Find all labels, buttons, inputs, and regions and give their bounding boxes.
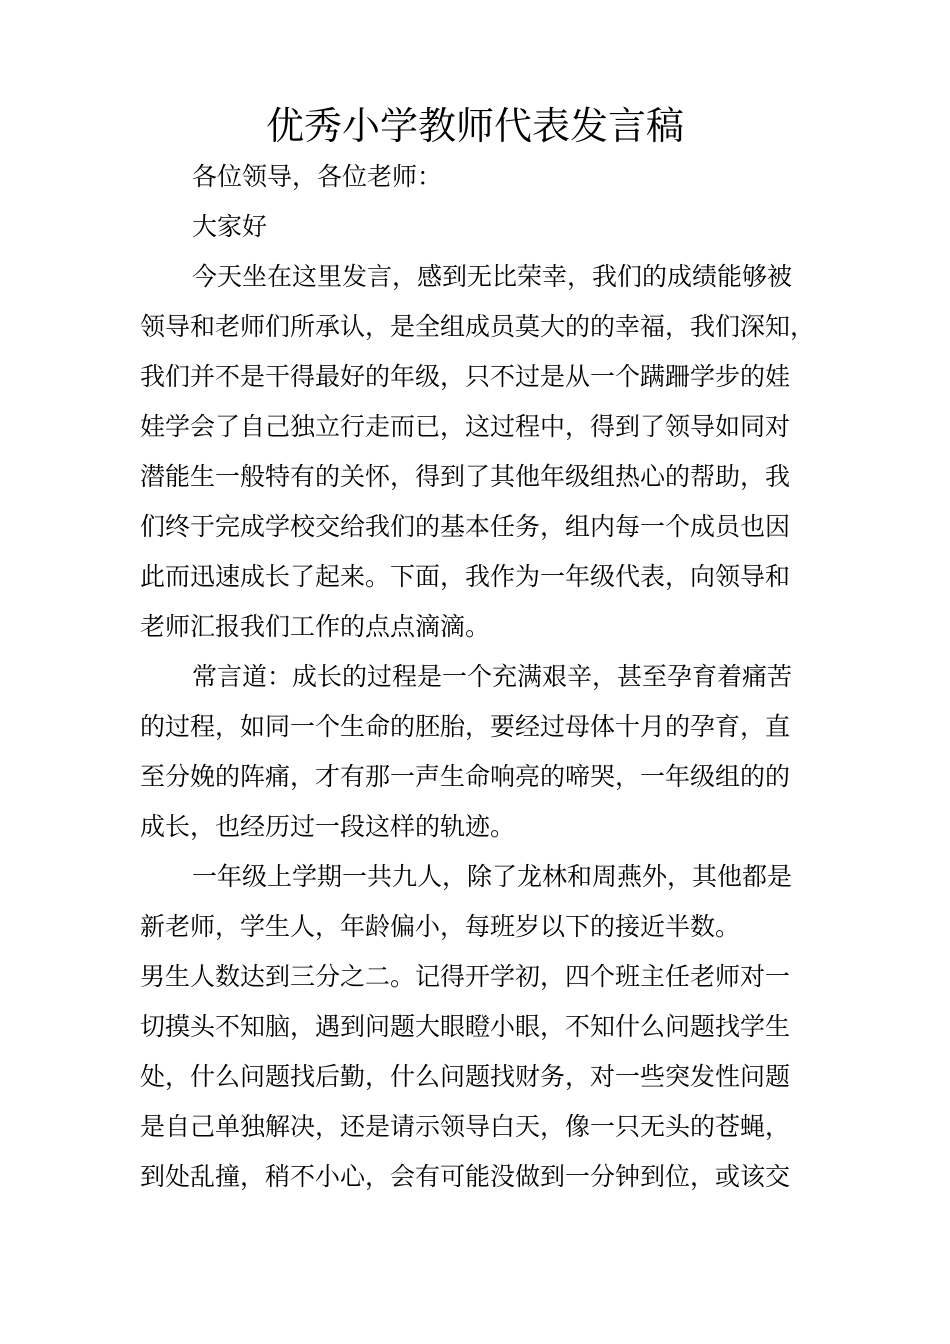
paragraph-line: 成长，也经历过一段这样的轨迹。 (140, 812, 516, 841)
greeting: 大家好 (192, 212, 268, 241)
paragraph-line: 此而迅速成长了起来。下面，我作为一年级代表，向领导和 (140, 562, 791, 591)
paragraph-line: 潜能生一般特有的关怀，得到了其他年级组热心的帮助，我 (140, 462, 791, 491)
salutation: 各位领导，各位老师： (192, 162, 443, 191)
paragraph-line: 新老师，学生人，年龄偏小，每班岁以下的接近半数。 (140, 912, 741, 941)
paragraph-line: 今天坐在这里发言，感到无比荣幸，我们的成绩能够被 (192, 262, 793, 291)
paragraph-line: 常言道：成长的过程是一个充满艰辛，甚至孕育着痛苦 (192, 662, 793, 691)
paragraph-line: 男生人数达到三分之二。记得开学初，四个班主任老师对一 (140, 962, 791, 991)
paragraph-line: 领导和老师们所承认，是全组成员莫大的的幸福，我们深知， (140, 312, 816, 341)
paragraph-line: 一年级上学期一共九人，除了龙林和周燕外，其他都是 (192, 862, 793, 891)
paragraph-line: 老师汇报我们工作的点点滴滴。 (140, 612, 491, 641)
paragraph-line: 娃学会了自己独立行走而已，这过程中，得到了领导如同对 (140, 412, 791, 441)
paragraph-line: 的过程，如同一个生命的胚胎，要经过母体十月的孕育，直 (140, 712, 791, 741)
paragraph-line: 至分娩的阵痛，才有那一声生命响亮的啼哭，一年级组的的 (140, 762, 791, 791)
paragraph-line: 到处乱撞，稍不小心，会有可能没做到一分钟到位，或该交 (140, 1162, 791, 1191)
paragraph-line: 切摸头不知脑，遇到问题大眼瞪小眼，不知什么问题找学生 (140, 1012, 791, 1041)
paragraph-line: 是自己单独解决，还是请示领导白天，像一只无头的苍蝇， (140, 1112, 791, 1141)
paragraph-line: 我们并不是干得最好的年级，只不过是从一个蹒跚学步的娃 (140, 362, 791, 391)
paragraph-line: 处，什么问题找后勤，什么问题找财务，对一些突发性问题 (140, 1062, 791, 1091)
document-title: 优秀小学教师代表发言稿 (265, 104, 684, 148)
paragraph-line: 们终于完成学校交给我们的基本任务，组内每一个成员也因 (140, 512, 791, 541)
